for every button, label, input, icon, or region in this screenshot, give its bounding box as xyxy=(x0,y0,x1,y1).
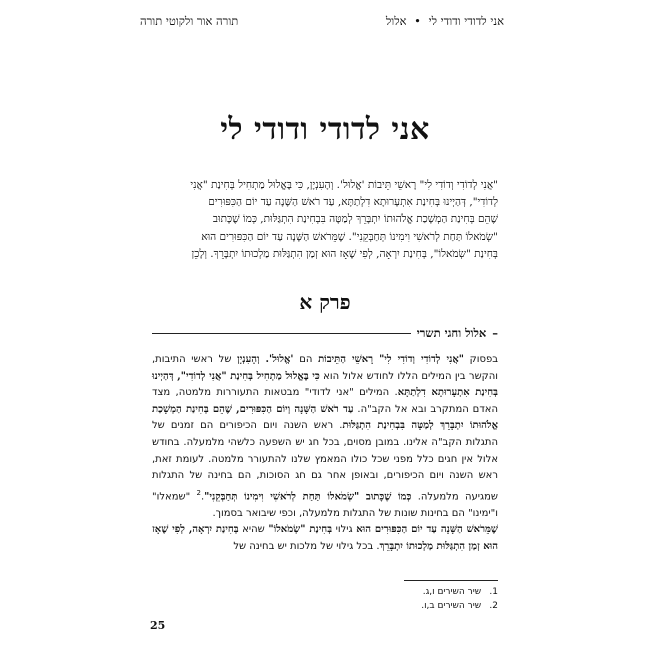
body-paragraph-2 xyxy=(152,522,498,555)
footnote-number: 2. xyxy=(489,601,498,611)
running-head-book-title: תורה אור ולקוטי תורה xyxy=(140,14,239,28)
emphasized-run: בְּחִינַת יִרְאָה, לְפִי שֶׁאָז הוּא זְמַן הִתְגַּלּוּת מַלְכוּתוֹ יִתְבָּרֵךְ xyxy=(152,524,498,552)
page-title: אני לדודי ודודי לי xyxy=(220,112,430,147)
running-head-separator: • xyxy=(414,14,421,28)
section-dash: – xyxy=(492,326,498,340)
text-run: . המילים "אני לדודי" מבטאות התעוררות מלמטה, מצד האדם המתקרב ובא אל הקב"ה. xyxy=(152,387,498,415)
body-paragraph-1 xyxy=(152,352,498,522)
footnote-separator xyxy=(404,580,498,581)
footnote xyxy=(300,599,498,613)
text-run: של ראשי התיבות, והקשר בין המילים הללו לחודש אלול הוא xyxy=(152,354,499,382)
text-run: . xyxy=(200,491,205,503)
text-run: בפסוק xyxy=(463,354,498,365)
intro-line: לְדוֹדִי", דְּהַיְינוּ בְּחִינַת אִתְעָרוּתָא דִלְתַתָּא, עַד רֹאשׁ הַשָּׁנָה עַד יוֹם הַכִּפּוּרִים xyxy=(208,196,498,209)
intro-line: בְּחִינַת "שְׂמֹאלוֹ", בְּחִינַת יִרְאָה, לְפִי שֶׁאָז הוּא זְמַן הִתְגַּלּוּת מַלְכוּתוֹ יִתְבָּרֵךְ. וְלָכֵן xyxy=(191,247,498,260)
text-run: "שמאלו" ו"ימינו" הם בחינות שונות של התגלות מלמעלה, וכפי שיבואר בסמוך. xyxy=(152,491,498,519)
footnote-text: שיר השירים ו,ג. xyxy=(422,587,482,597)
page-number: 25 xyxy=(150,619,166,632)
text-run: שהיא xyxy=(238,524,269,536)
emphasized-run: כִּי בֶּאֱלוּל מַתְחִיל בְּחִינַת "אֲנִי לְדוֹדִי", דְּהַיְינוּ בְּחִינַת אִתְעָרוּתָא דִלְתַתָּא xyxy=(152,370,498,399)
running-head-chapter xyxy=(386,14,504,28)
intro-line: שֶׁהֵם בְּחִינַת הַמְשָׁכַת אֱלֹהוּתוֹ יִתְבָּרֵךְ לְמַטָּה בִּבְחִינַת הִתְגַּלּוּת, כְּמוֹ שֶׁכָּתוּב xyxy=(212,213,498,226)
emphasized-run: שֶׁמֵּרֹאשׁ הַשָּׁנָה עַד יוֹם הַכִּפּוּרִים הוּא xyxy=(356,524,499,536)
footnote-marker: 2 xyxy=(196,488,201,497)
footnote-number: 1. xyxy=(489,587,498,597)
emphasized-run: "אֲנִי לְדוֹדִי וְדוֹדִי לִי" רָאשֵׁי הַתֵּיבוֹת xyxy=(318,354,464,365)
emphasized-run: כְּמוֹ שֶׁכָּתוּב "שְׂמֹאלוֹ תַּחַת לְרֹאשִׁי וִימִינוֹ תְּחַבְּקֵנִי" xyxy=(204,491,412,503)
footnotes xyxy=(300,585,498,613)
text-run: גילוי xyxy=(332,524,357,536)
section-title: אלול וחגי תשרי xyxy=(416,326,487,340)
running-head xyxy=(140,14,504,28)
text-run: . ראש השנה ויום הכיפורים הם זמנים של התגלות הקב"ה אלינו. במובן מסוים, בכל חג יש השפעה כלשהי מלמעלה. בחודש אלול אין חגים כלל מפני שכל כולו המאמץ שלנו להתעורר מלמטה. לעומת זאת, ראש השנה ויום הכיפורים, ובאופן אחר גם חג הסוכות, הם בחינה של התגלות שמגיעה מלמעלה. xyxy=(152,420,498,503)
emphasized-run: עַד רֹאשׁ הַשָּׁנָה וְיוֹם הַכִּפּוּרִים, שֶׁהֵם בְּחִינַת הַמְשָׁכַת אֱלֹהוּתוֹ יִתְבָּרֵךְ לְמַטָּה בִּבְחִינַת הִתְגַּלּוּת xyxy=(152,403,498,432)
emphasized-run: בְּחִינַת "שְׂמֹאלוֹ" xyxy=(268,524,333,536)
intro-line: "שְׂמֹאלוֹ תַּחַת לְרֹאשִׁי וִימִינוֹ תְּחַבְּקֵנִי". שֶׁמֵּרֹאשׁ הַשָּׁנָה עַד יוֹם הַכִּפּוּרִים הוּא xyxy=(201,230,498,243)
emphasized-run: 'אֱלוּל'. וְהָעִנְיָן xyxy=(237,354,294,365)
intro-line: "אֲנִי לְדוֹדִי וְדוֹדִי לִי" רָאשֵׁי תֵּיבוֹת 'אֱלוּל'. וְהָעִנְיָן, כִּי בֶּאֱלוּל מַתְחִיל בְּחִינַת "אֲנִי xyxy=(190,179,498,191)
text-run: . בכל גילוי של מלכות יש בחינה של xyxy=(233,540,380,552)
text-run: הם xyxy=(293,354,319,365)
running-head-month: אלול xyxy=(385,14,407,28)
intro-text xyxy=(154,177,498,263)
body-text xyxy=(152,352,498,555)
footnote-text: שיר השירים ב,ו. xyxy=(421,601,482,611)
footnote xyxy=(300,585,498,599)
section-rule xyxy=(152,333,411,334)
chapter-title: פרק א xyxy=(299,290,351,314)
running-head-chapter-title: אני לדודי ודודי לי xyxy=(428,14,504,28)
section-heading xyxy=(152,326,498,340)
